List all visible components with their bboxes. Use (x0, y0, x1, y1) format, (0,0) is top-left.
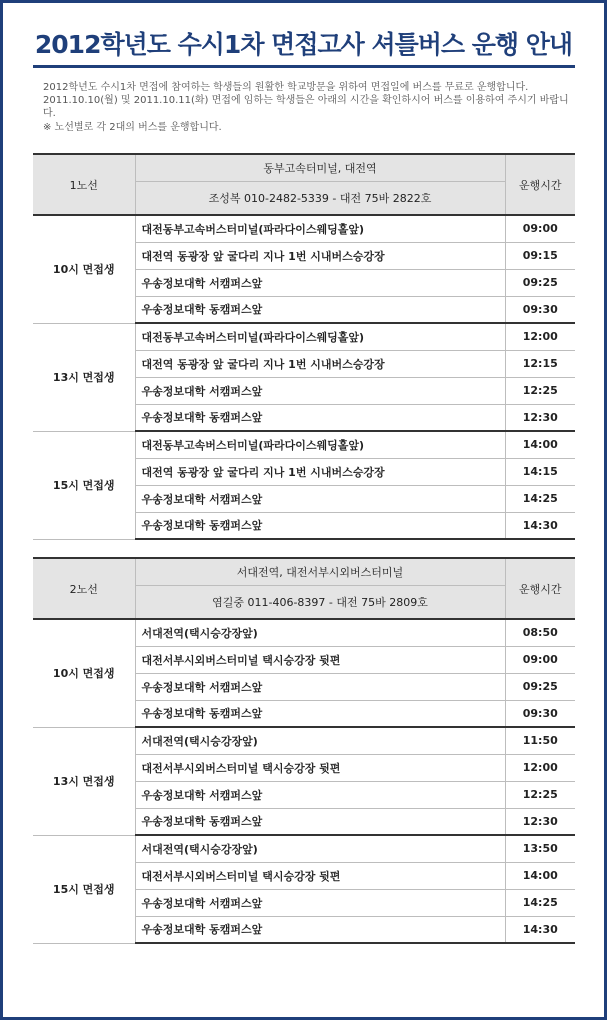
title-divider (33, 65, 575, 68)
stop-time: 12:00 (505, 323, 575, 350)
route-2-table (33, 557, 575, 944)
stop-name: 대전동부고속버스터미널(파라다이스웨딩홀앞) (135, 215, 505, 242)
stop-time: 12:00 (505, 754, 575, 781)
stop-name: 대전역 동광장 앞 굴다리 지나 1번 시내버스승강장 (135, 242, 505, 269)
stop-time: 09:30 (505, 700, 575, 727)
route-name: 1노선 (33, 154, 135, 215)
stop-time: 12:30 (505, 808, 575, 835)
stop-time: 14:00 (505, 862, 575, 889)
route-driver: 염길중 011-406-8397 - 대전 75바 2809호 (135, 585, 505, 619)
stop-name: 우송정보대학 동캠퍼스앞 (135, 296, 505, 323)
stop-name: 우송정보대학 서캠퍼스앞 (135, 889, 505, 916)
stop-time: 09:25 (505, 269, 575, 296)
stop-time: 09:00 (505, 646, 575, 673)
stop-time: 09:25 (505, 673, 575, 700)
intro-note: ※ 노선별로 각 2대의 버스를 운행합니다. (43, 122, 222, 133)
stop-name: 우송정보대학 서캠퍼스앞 (135, 485, 505, 512)
group-label: 10시 면접생 (33, 215, 135, 323)
stop-name: 우송정보대학 동캠퍼스앞 (135, 404, 505, 431)
stop-name: 우송정보대학 서캠퍼스앞 (135, 781, 505, 808)
stop-name: 우송정보대학 서캠퍼스앞 (135, 269, 505, 296)
stop-name: 서대전역(택시승강장앞) (135, 835, 505, 862)
stop-time: 13:50 (505, 835, 575, 862)
route-stations: 동부고속터미널, 대전역 (135, 154, 505, 181)
stop-time: 12:25 (505, 781, 575, 808)
stop-name: 서대전역(택시승강장앞) (135, 727, 505, 754)
stop-name: 대전동부고속버스터미널(파라다이스웨딩홀앞) (135, 323, 505, 350)
route-name: 2노선 (33, 558, 135, 619)
stop-time: 12:15 (505, 350, 575, 377)
stop-name: 우송정보대학 서캠퍼스앞 (135, 673, 505, 700)
stop-name: 대전역 동광장 앞 굴다리 지나 1번 시내버스승강장 (135, 458, 505, 485)
stop-time: 12:30 (505, 404, 575, 431)
stop-time: 14:25 (505, 485, 575, 512)
intro-line-1: 2012학년도 수시1차 면접에 참여하는 학생들의 원활한 학교방문을 위하여 면접일에 버스를 무료로 운행합니다. (43, 82, 529, 93)
stop-name: 대전서부시외버스터미널 택시승강장 뒷편 (135, 862, 505, 889)
stop-name: 우송정보대학 동캠퍼스앞 (135, 512, 505, 539)
time-header: 운행시간 (505, 558, 575, 619)
group-label: 15시 면접생 (33, 835, 135, 943)
stop-time: 14:00 (505, 431, 575, 458)
stop-name: 대전서부시외버스터미널 택시승강장 뒷편 (135, 646, 505, 673)
stop-name: 우송정보대학 동캠퍼스앞 (135, 700, 505, 727)
stop-name: 대전역 동광장 앞 굴다리 지나 1번 시내버스승강장 (135, 350, 505, 377)
group-label: 15시 면접생 (33, 431, 135, 539)
stop-name: 우송정보대학 동캠퍼스앞 (135, 808, 505, 835)
stop-time: 11:50 (505, 727, 575, 754)
stop-name: 서대전역(택시승강장앞) (135, 619, 505, 646)
stop-time: 14:25 (505, 889, 575, 916)
group-label: 10시 면접생 (33, 619, 135, 727)
group-label: 13시 면접생 (33, 727, 135, 835)
stop-time: 08:50 (505, 619, 575, 646)
stop-name: 대전동부고속버스터미널(파라다이스웨딩홀앞) (135, 431, 505, 458)
stop-time: 14:30 (505, 512, 575, 539)
stop-time: 12:25 (505, 377, 575, 404)
stop-time: 14:30 (505, 916, 575, 943)
route-1-table (33, 153, 575, 540)
time-header: 운행시간 (505, 154, 575, 215)
stop-time: 09:30 (505, 296, 575, 323)
stop-name: 우송정보대학 동캠퍼스앞 (135, 916, 505, 943)
route-driver: 조성복 010-2482-5339 - 대전 75바 2822호 (135, 181, 505, 215)
intro-text (43, 81, 573, 134)
group-label: 13시 면접생 (33, 323, 135, 431)
page-title: 2012학년도 수시1차 면접고사 셔틀버스 운행 안내 (34, 30, 573, 59)
intro-line-2: 2011.10.10(월) 및 2011.10.11(화) 면접에 임하는 학생들은 아래의 시간을 확인하시어 버스를 이용하여 주시기 바랍니다. (43, 95, 569, 119)
stop-time: 14:15 (505, 458, 575, 485)
stop-name: 우송정보대학 서캠퍼스앞 (135, 377, 505, 404)
stop-time: 09:00 (505, 215, 575, 242)
stop-time: 09:15 (505, 242, 575, 269)
stop-name: 대전서부시외버스터미널 택시승강장 뒷편 (135, 754, 505, 781)
route-stations: 서대전역, 대전서부시외버스터미널 (135, 558, 505, 585)
